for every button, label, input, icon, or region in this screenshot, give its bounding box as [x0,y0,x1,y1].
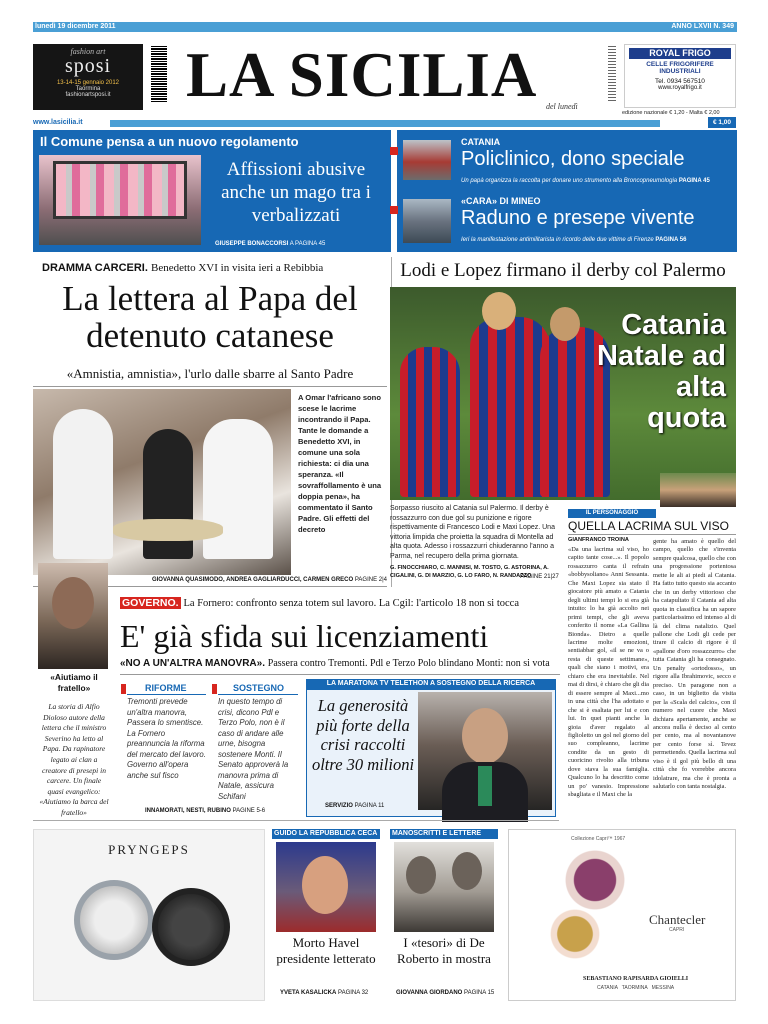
masthead-subtitle: del lunedì [546,102,578,111]
jobs-rule [120,674,560,675]
pope-rule [33,386,387,387]
ad-site: fashionartsposi.it [65,92,111,98]
ad-line1: CELLE FRIGORIFERE [646,61,714,68]
havel-photo [276,842,376,932]
fashion-sposi-ad[interactable] [33,44,143,110]
personaggio-col1: «Da una lacrima sul viso, ho capito tante cose...». Il popolo rossazzurro canta il refrain «bobbysoliano» Anni Sessanta. Che Maxi Lopez sia stato il giocatore più amato a Catania degli ultimi tempi lo si era già intuito: lo ha già accolto nei primi tempi, che gli aveva conferito il nome «La Gallina Bionda». Dietro a quelle lacrime molte emozioni, sentiabbar gol, «il se ne va o resta di queste settimane», quali che siano i motivi, era chiaro che era inevitabile. Nel mai di dirsi, è chiaro che gli dia di essere sempre al Maxi...mo in una città che l'ha adottato e che si è esaltata per lui e con lui. In quei pianti anche la gioia d'aver regalato al figlioletto un gol nel giorno del suo compleanno, lacrime condite da un gesto di cuoricino rivolto alla tribuna dove stava la sua famiglia. Qualcuno lo ha descritto come un po' vanesio. Impressione sbagliata e il Maxi che la [568,546,649,799]
edition-label: edizione nazionale € 1,20 - Malta € 2,00 [622,110,720,116]
riforme-text: Tremonti prevede un'altra manovra, Passera lo smentisce. La Fornero preannuncia la riforma del mercato del lavoro. Governo all'opera anche sul fisco [127,697,206,780]
havel-credit: YVETA KASALICKA PAGINA 32 [280,990,369,996]
jewel-brand: Chantecler [649,912,706,927]
ad-phone: Tel. 0934 567510 [655,78,705,85]
ad-site: www.royalfrigo.it [658,85,702,91]
personaggio-tag: IL PERSONAGGIO [568,509,656,518]
red-marker [121,684,126,694]
right1-headline: Policlinico, dono speciale [461,148,685,170]
havel-bar: GUIDO LA REPUBBLICA CECA [272,829,380,839]
prisoner-photo [38,563,108,669]
price-badge: € 1,00 [708,117,736,128]
jewel-city: CAPRI [669,927,685,933]
masthead-title: LA SICILIA [186,40,538,110]
watch-brand: PRYNGEPS [108,842,190,857]
red-square [390,206,398,214]
sport-headline: Lodi e Lopez firmano il derby col Palermo [400,260,726,281]
pope-headline: La lettera al Papa del detenuto catanese [62,279,358,355]
tag-rule [127,694,206,695]
riforme-tag: RIFORME [145,683,187,693]
deroberto-headline: I «tesori» di De Roberto in mostra [397,935,491,966]
ad-brand: ROYAL FRIGO [629,48,731,59]
date-bar [33,22,737,32]
personaggio-author: GIANFRANCO TROINA [568,537,629,543]
tag-rule [218,694,298,695]
barcode [151,46,167,102]
personaggio-col2: gente ha amato è quello del campo, quello che s'inventa sempre qualcosa, quello che con una progressione portentosa mette le ali ai piedi al Catania. Ha fatto tutto questo sia accanto che in un derby vittorioso che ha catapultato il Catania ad alta quota in classifica ha un sapore particolarissimo ed intenso al di là del clima natalizio. Quel pallone che Lodi gli cede per tirare il calcio di rigore è il «pallone d'oro rossazzurro» che tutta Catania gli ha consegnato. Un penalty «ortodosso», un rigore alla Ibrahimovic, secco e preciso. Un paragone non a caso, in un biglietto da visita per la «Scala del calcio», con il numero nel cuore che Maxi dichiara apertamente, anche se ancora nulla è deciso al cento per cento, ma al novantanove per cento forse sì. Tevez permettendo. Quella lacrima sul viso è il gol più bello di una città che fo vorrebbe ancora idolatrare, ma che è pronta a salutarlo con tanta nostalgia. [653,538,736,791]
personaggio-title: QUELLA LACRIMA SUL VISO [568,519,729,533]
top-left-credit: GIUSEPPE BONACCORSI A PAGINA 45 [215,241,326,247]
red-square [390,147,398,155]
telethon-bar: LA MARATONA TV TELETHON A SOSTEGNO DELLA RICERCA [306,679,556,689]
sport-credit: G. FINOCCHIARO, C. MANNISI, M. TOSTO, G. ASTORINA, A. CIGALINI, G. DI MARZIO, G. LO FARO, N. RANDAZZO [390,565,549,579]
telethon-headline: La generosità più forte della crisi raccolti oltre 30 milioni [311,696,415,774]
jobs-kicker: GOVERNO. La Fornero: confronto senza totem sul lavoro. La Cgil: l'articolo 18 non si tocca [122,597,519,609]
jewel-image [535,844,635,964]
right1-kicker: CATANIA [461,137,501,147]
sport-page: PAGINE 21|27 [520,574,559,580]
jewel-cities: CATANIA TAORMINA MESSINA [597,985,675,991]
montezemolo-photo [418,692,552,810]
telethon-credit: SERVIZIO PAGINA 11 [325,803,385,809]
top-left-kicker: Il Comune pensa a un nuovo regolamento [40,134,299,149]
deroberto-photo [394,842,494,932]
ad-brand: fashion art [70,47,106,56]
website-rule [110,120,660,127]
ad-line2: INDUSTRIALI [659,68,701,75]
mineo-photo [403,199,451,243]
personaggio-rule [568,534,736,535]
royal-frigo-ad[interactable] [624,44,736,108]
ad-dates: 13-14-15 gennaio 2012 [56,80,120,86]
deroberto-credit: GIOVANNA GIORDANO PAGINA 15 [396,990,495,996]
sostegno-text: In questo tempo di crisi, dicono Pdl e Terzo Polo, non è il caso di andare alle urne, bisogna sostenere Monti. Il Senato approverà la manovra prima di Natale, assicura Schifani [218,697,289,801]
jewel-collection: Collezione Capri™ 1967 [571,836,626,842]
date-label: lunedì 19 dicembre 2011 [35,23,116,30]
ad-title: sposi [64,55,112,77]
prisoner-text: La storia di Alfio Dioloso autore della lettera che il ministro Severino ha letto al Papa. Da rapinatore legato ai clan a creatore di presepi in carcere. Un finale quasi evangelico: «Aiutiamo la barca del fratello» [39,702,109,817]
pope-subhead: «Amnistia, amnistia», l'urlo dalle sbarre al Santo Padre [66,366,354,381]
pryngeps-watch-ad[interactable] [33,829,265,1001]
right2-kicker: «CARA» DI MINEO [461,196,541,206]
policlinico-photo [403,140,451,180]
jobs-headline: E' già sfida sui licenziamenti [120,618,489,654]
deroberto-bar: MANOSCRITTI E LETTERE [390,829,498,839]
pope-photo [33,389,291,575]
red-marker [212,684,217,694]
pope-kicker: DRAMMA CARCERI. Benedetto XVI in visita ieri a Rebibbia [42,262,324,274]
right2-text: Ieri la manifestazione antimilitarista in ricordo delle due vittime di Firenze PAGINA 56 [461,237,687,243]
jobs-subhead: «NO A UN'ALTRA MANOVRA». Passera contro Tremonti. Pdl e Terzo Polo blindano Monti: non si vota [120,658,550,669]
billboard-photo [39,155,201,245]
right2-headline: Raduno e presepe vivente [461,207,695,229]
right1-text: Un papà organizza la raccolta per donare uno strumento alla Broncopneumologia PAGINA 45 [461,178,710,184]
issue-label: ANNO LXVII N. 349 [671,23,734,30]
ad-place: Taormina [75,86,101,92]
pope-caption: A Omar l'africano sono scese le lacrime incontrando il Papa. Tante le domande a Benedetto XVI, in comune una sola richiesta: ci dia una speranza. «Il sovraffollamento è una doppia pena», ha commentato il Santo Padre. Gli effetti del decreto [298,393,382,534]
jobs-credit: INNAMORATI, NESTI, RUBINO PAGINE 5-6 [145,808,266,814]
bottom-rule [33,820,559,821]
sport-overlay: Catania Natale ad alta quota [597,309,726,434]
prisoner-quote: «Aiutiamo il fratello» [50,672,98,693]
top-left-headline: Affissioni abusive anche un mago tra i verbalizzati [221,159,371,226]
website-link[interactable]: www.lasicilia.it [33,119,83,126]
legal-note [608,46,616,102]
lopez-portrait [660,473,736,507]
chantecler-ad[interactable] [508,829,736,1001]
sostegno-tag: SOSTEGNO [233,683,285,693]
pope-credit: GIOVANNA QUASIMODO, ANDREA GAGLIARDUCCI, CARMEN GRECO PAGINE 2|4 [151,577,387,583]
sport-text: Sorpasso riuscito al Catania sul Palermo. Il derby è rossazzurro con due gol su punizione e rigore rispettivamente di Francesco Lodi e Maxi Lopez. Una vittoria limpida che proietta la squadra di Montella ad alta quota. Adesso i rossazzurri chiuderanno l'anno a Parma, nel recupero della prima giornata. [390,505,555,560]
jewel-dealer: SEBASTIANO RAPISARDA GIOIELLI [583,976,689,982]
havel-headline: Morto Havel presidente letterato [276,935,376,966]
